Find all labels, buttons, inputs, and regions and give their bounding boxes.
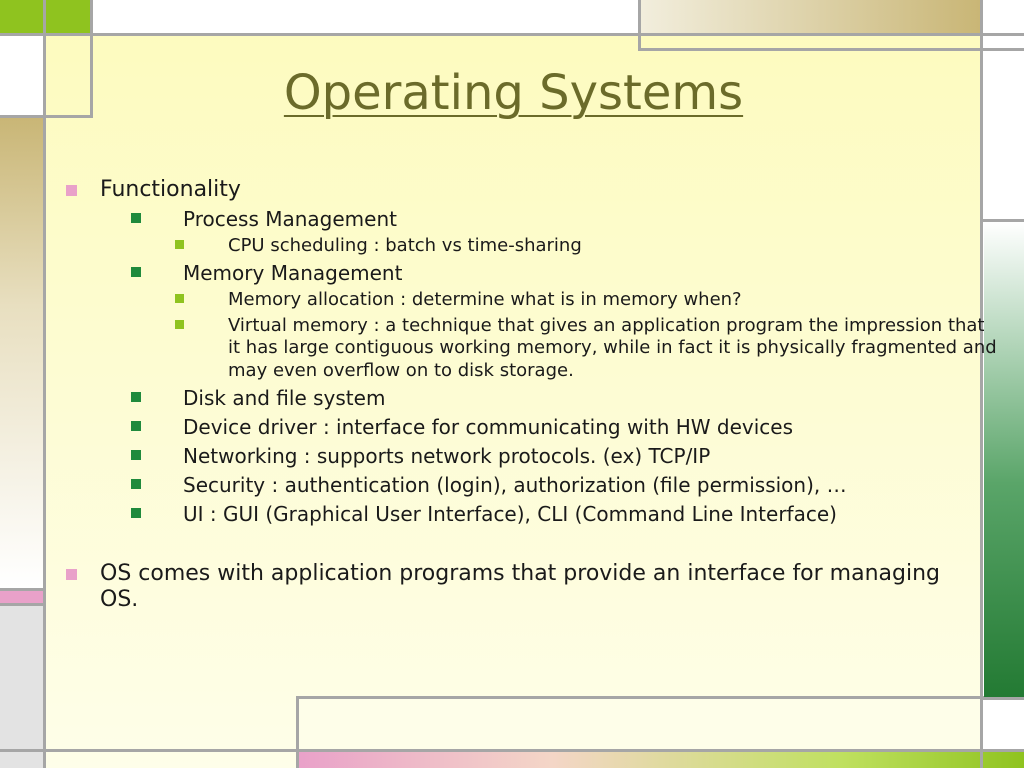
list-item — [183, 235, 962, 258]
grid-line — [296, 696, 984, 699]
decorative-block-gray — [0, 606, 43, 768]
grid-line — [0, 749, 1024, 752]
sub-bullet-list — [183, 289, 997, 382]
square-bullet-icon — [175, 294, 184, 303]
grid-line — [980, 219, 1024, 222]
grid-line — [0, 33, 1024, 36]
grid-line — [638, 0, 641, 50]
square-bullet-icon — [131, 421, 141, 431]
grid-line — [0, 603, 45, 606]
list-item — [138, 502, 962, 527]
bullet-text: Memory Management — [183, 261, 403, 286]
list-item — [183, 314, 997, 383]
grid-line — [0, 588, 45, 591]
decorative-block-white — [0, 35, 43, 115]
sub-bullet-list — [100, 206, 997, 528]
grid-line — [296, 696, 299, 768]
square-bullet-icon — [131, 508, 141, 518]
grid-line — [638, 48, 1024, 51]
list-item — [138, 444, 962, 469]
bullet-text: UI : GUI (Graphical User Interface), CLI (Command Line Interface) — [183, 502, 837, 527]
list-item — [138, 386, 962, 411]
bullet-text: Virtual memory : a technique that gives an application program the impression that it has large contiguous working memory, while in fact it is physically fragmented and may even overflow on to disk storage. — [228, 314, 997, 381]
bullet-text: OS comes with application programs that provide an interface for managing OS. — [100, 561, 941, 613]
bullet-text: Process Management — [183, 206, 397, 231]
square-bullet-icon — [131, 213, 141, 223]
decorative-strip-bottom — [298, 752, 1024, 768]
list-item — [62, 177, 997, 527]
square-bullet-icon — [131, 392, 141, 402]
bullet-text: Disk and file system — [183, 386, 386, 411]
square-bullet-icon — [175, 320, 184, 329]
bullet-text: CPU scheduling : batch vs time-sharing — [228, 234, 582, 256]
square-bullet-icon — [66, 569, 77, 580]
list-item — [138, 473, 962, 498]
decorative-block-tan-left — [0, 118, 43, 588]
grid-line — [980, 697, 1024, 700]
list-item — [138, 207, 962, 258]
bullet-text: Security : authentication (login), authorization (file permission), … — [183, 473, 847, 498]
slide-title: Operating Systems — [283, 65, 744, 121]
square-bullet-icon — [66, 185, 77, 196]
bullet-text: Functionality — [100, 177, 241, 202]
slide-body — [62, 177, 997, 613]
square-bullet-icon — [175, 240, 184, 249]
decorative-block-pink — [0, 590, 43, 604]
list-item — [62, 561, 962, 613]
list-item — [183, 289, 962, 312]
square-bullet-icon — [131, 267, 141, 277]
sub-bullet-list — [183, 235, 962, 258]
list-item — [138, 261, 997, 382]
bullet-list — [62, 177, 997, 613]
decorative-block-bottom — [298, 698, 982, 750]
bullet-text: Device driver : interface for communicating with HW devices — [183, 415, 794, 440]
square-bullet-icon — [131, 479, 141, 489]
bullet-text: Memory allocation : determine what is in memory when? — [228, 289, 742, 311]
decorative-block-tan-top — [640, 0, 980, 35]
list-item — [138, 415, 962, 440]
bullet-text: Networking : supports network protocols. (ex) TCP/IP — [183, 444, 711, 469]
square-bullet-icon — [131, 450, 141, 460]
